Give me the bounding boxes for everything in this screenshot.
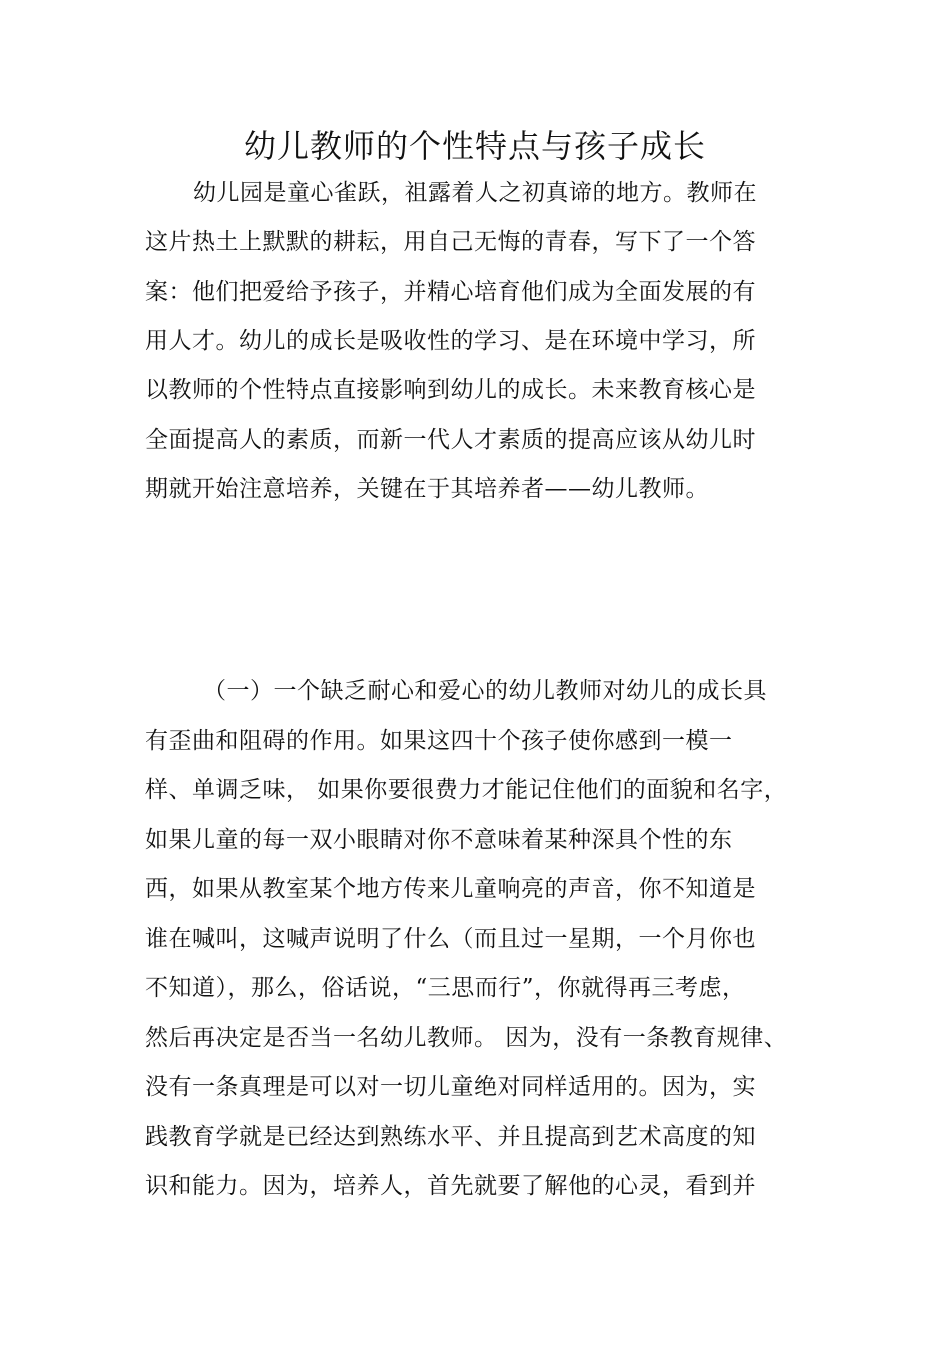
paragraph-line: 践教育学就是已经达到熟练水平、并且提高到艺术高度的知 (145, 1124, 756, 1150)
paragraph-line: 幼儿园是童心雀跃，祖露着人之初真谛的地方。教师在 (193, 180, 757, 206)
paragraph-line: 如果儿童的每一双小眼睛对你不意味着某种深具个性的东 (145, 827, 733, 853)
paragraph-line: 样、单调乏味， 如果你要很费力才能记住他们的面貌和名字， (145, 777, 788, 803)
paragraph-line: 西，如果从教室某个地方传来儿童响亮的声音，你不知道是 (145, 876, 756, 902)
paragraph-line: 没有一条真理是可以对一切儿童绝对同样适用的。因为，实 (145, 1074, 756, 1100)
paragraph-line: （一）一个缺乏耐心和爱心的幼儿教师对幼儿的成长具 (203, 678, 767, 704)
paragraph-line: 用人才。幼儿的成长是吸收性的学习、是在环境中学习，所 (145, 328, 756, 354)
paragraph-line: 案：他们把爱给予孩子，并精心培育他们成为全面发展的有 (145, 279, 756, 305)
paragraph-line: 谁在喊叫，这喊声说明了什么（而且过一星期，一个月你也 (145, 926, 756, 952)
document-title: 幼儿教师的个性特点与孩子成长 (243, 127, 706, 165)
paragraph-line: 识和能力。因为，培养人，首先就要了解他的心灵，看到并 (145, 1173, 756, 1199)
paragraph-line: 这片热土上默默的耕耘，用自己无悔的青春，写下了一个答 (145, 229, 756, 255)
paragraph-line: 然后再决定是否当一名幼儿教师。 因为，没有一条教育规律、 (145, 1025, 788, 1051)
paragraph-line: 全面提高人的素质，而新一代人才素质的提高应该从幼儿时 (145, 427, 756, 453)
paragraph-line: 有歪曲和阻碍的作用。如果这四十个孩子使你感到一模一 (145, 728, 733, 754)
paragraph-line: 以教师的个性特点直接影响到幼儿的成长。未来教育核心是 (145, 377, 756, 403)
paragraph-line: 不知道），那么，俗话说，“三思而行”，你就得再三考虑， (145, 975, 746, 1001)
paragraph-line: 期就开始注意培养，关键在于其培养者——幼儿教师。 (145, 476, 709, 502)
